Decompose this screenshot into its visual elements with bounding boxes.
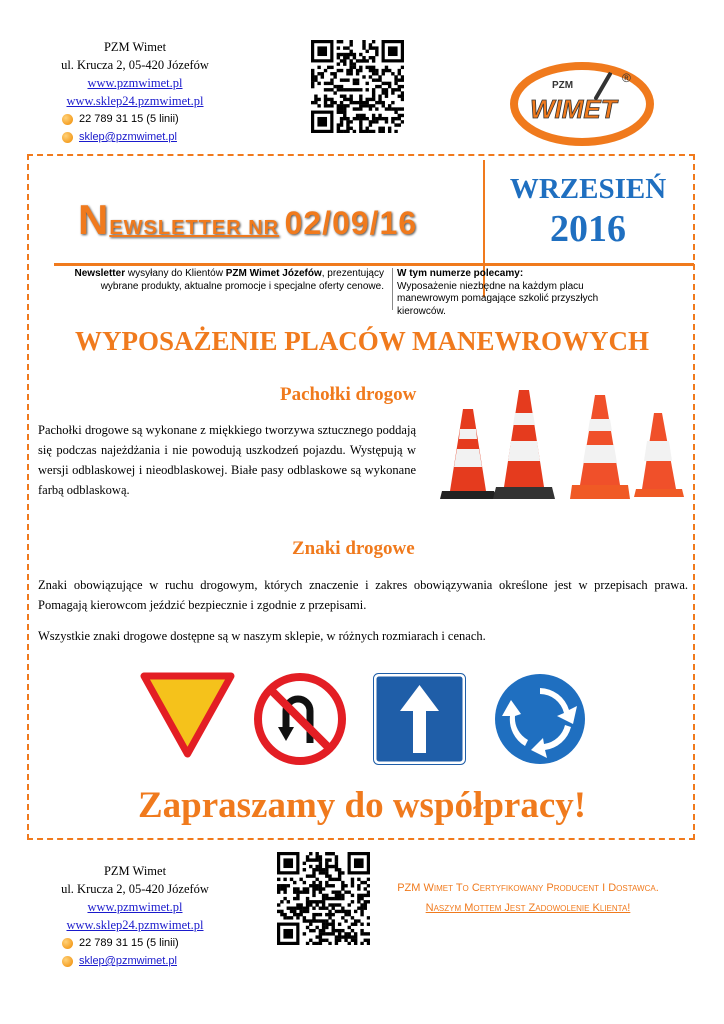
title-rest: EWSLETTER NR (109, 217, 280, 239)
company-address: ul. Krucza 2, 05-420 Józefów (61, 58, 209, 72)
phone-number: 22 789 31 15 (5 linii) (79, 937, 179, 949)
signs-text: Znaki obowiązujące w ruchu drogowym, których znaczenie i zakres obowiązywania określone jest w przepisach prawa. Pomagają kierowcom jeździć bezpiecznie i zgodnie z przepisami. (38, 578, 688, 612)
logo-registered: ® (622, 71, 631, 85)
footer-contact (40, 862, 230, 970)
signs-title: Znaki drogowe (292, 538, 415, 559)
recommend-text: Wyposażenie niezbędne na każdym placu manewrowym pomagające szkolić przyszłych kierowców. (397, 280, 599, 317)
logo-pzm: PZM (552, 80, 574, 91)
section-heading: WYPOSAŻENIE PLACÓW MANEWROWYCH (74, 326, 650, 356)
email-link[interactable]: sklep@pzmwimet.pl (79, 131, 177, 143)
header-contact (40, 38, 230, 146)
phone-number: 22 789 31 15 (5 linii) (79, 113, 179, 125)
yield-sign-icon (140, 672, 235, 758)
email-icon (62, 132, 73, 143)
cone-icon (634, 413, 684, 497)
company-name: PZM Wimet (103, 40, 167, 54)
newsletter-number: 02/09/16 (284, 205, 418, 241)
certification-line-1: PZM Wimet To Certyfikowany Producent I Dostawca. (397, 882, 659, 894)
one-way-sign-icon (373, 673, 466, 765)
intro-text-2: , prezentujący wybrane produkty, aktualne promocje i specjalne oferty cenowe. (100, 268, 384, 292)
website-link[interactable]: www.pzmwimet.pl (87, 76, 183, 90)
intro-bold-2: PZM Wimet Józefów (225, 268, 322, 279)
recommend-box (397, 268, 637, 318)
email-link[interactable]: sklep@pzmwimet.pl (79, 955, 177, 967)
cones-title: Pachołki drogow (280, 384, 417, 405)
company-address: ul. Krucza 2, 05-420 Józefów (61, 882, 209, 896)
logo-wimet: WIMET (530, 94, 617, 124)
qr-code-icon (311, 40, 404, 133)
issue-date (488, 172, 688, 252)
shop-link[interactable]: www.sklep24.pzmwimet.pl (66, 918, 204, 932)
invite-heading: Zapraszamy do współpracy! (137, 785, 587, 826)
title-rule (54, 263, 694, 266)
phone-icon (62, 114, 73, 125)
certification-text (378, 878, 678, 918)
title-initial: N (78, 196, 110, 243)
certification-line-2: Naszym Mottem Jest Zadowolenie Klienta! (425, 902, 631, 914)
website-link[interactable]: www.pzmwimet.pl (87, 900, 183, 914)
roundabout-sign-icon (493, 672, 587, 766)
phone-icon (62, 938, 73, 949)
issue-year: 2016 (550, 208, 626, 250)
intro-bold-1: Newsletter (74, 268, 126, 279)
no-u-turn-sign-icon (254, 673, 346, 765)
shop-link[interactable]: www.sklep24.pzmwimet.pl (66, 94, 204, 108)
signs-availability-text: Wszystkie znaki drogowe dostępne są w naszym sklepie, w różnych rozmiarach i cenach. (38, 629, 486, 643)
qr-code-icon (277, 852, 370, 945)
email-icon (62, 956, 73, 967)
cones-text: Pachołki drogowe są wykonane z miękkiego tworzywa sztucznego poddają się podczas najeżdżania i nie powodują uszkodzeń pojazdu. Występują w wersji odblaskowej i nieodblaskowej. Białe pasy odblaskowe są wykonane farbą odblaskową. (38, 423, 416, 497)
wimet-logo (510, 58, 660, 146)
traffic-cones-image (440, 385, 690, 503)
issue-month: WRZESIEŃ (509, 173, 667, 205)
company-name: PZM Wimet (103, 864, 167, 878)
cone-icon (440, 409, 498, 499)
newsletter-title (78, 196, 417, 244)
intro-separator (392, 268, 393, 310)
cone-icon (570, 395, 630, 499)
recommend-heading: W tym numerze polecamy: (397, 268, 524, 279)
intro-text (70, 268, 384, 293)
intro-text-1: wysyłany do Klientów (125, 268, 226, 279)
cone-icon (493, 390, 555, 499)
